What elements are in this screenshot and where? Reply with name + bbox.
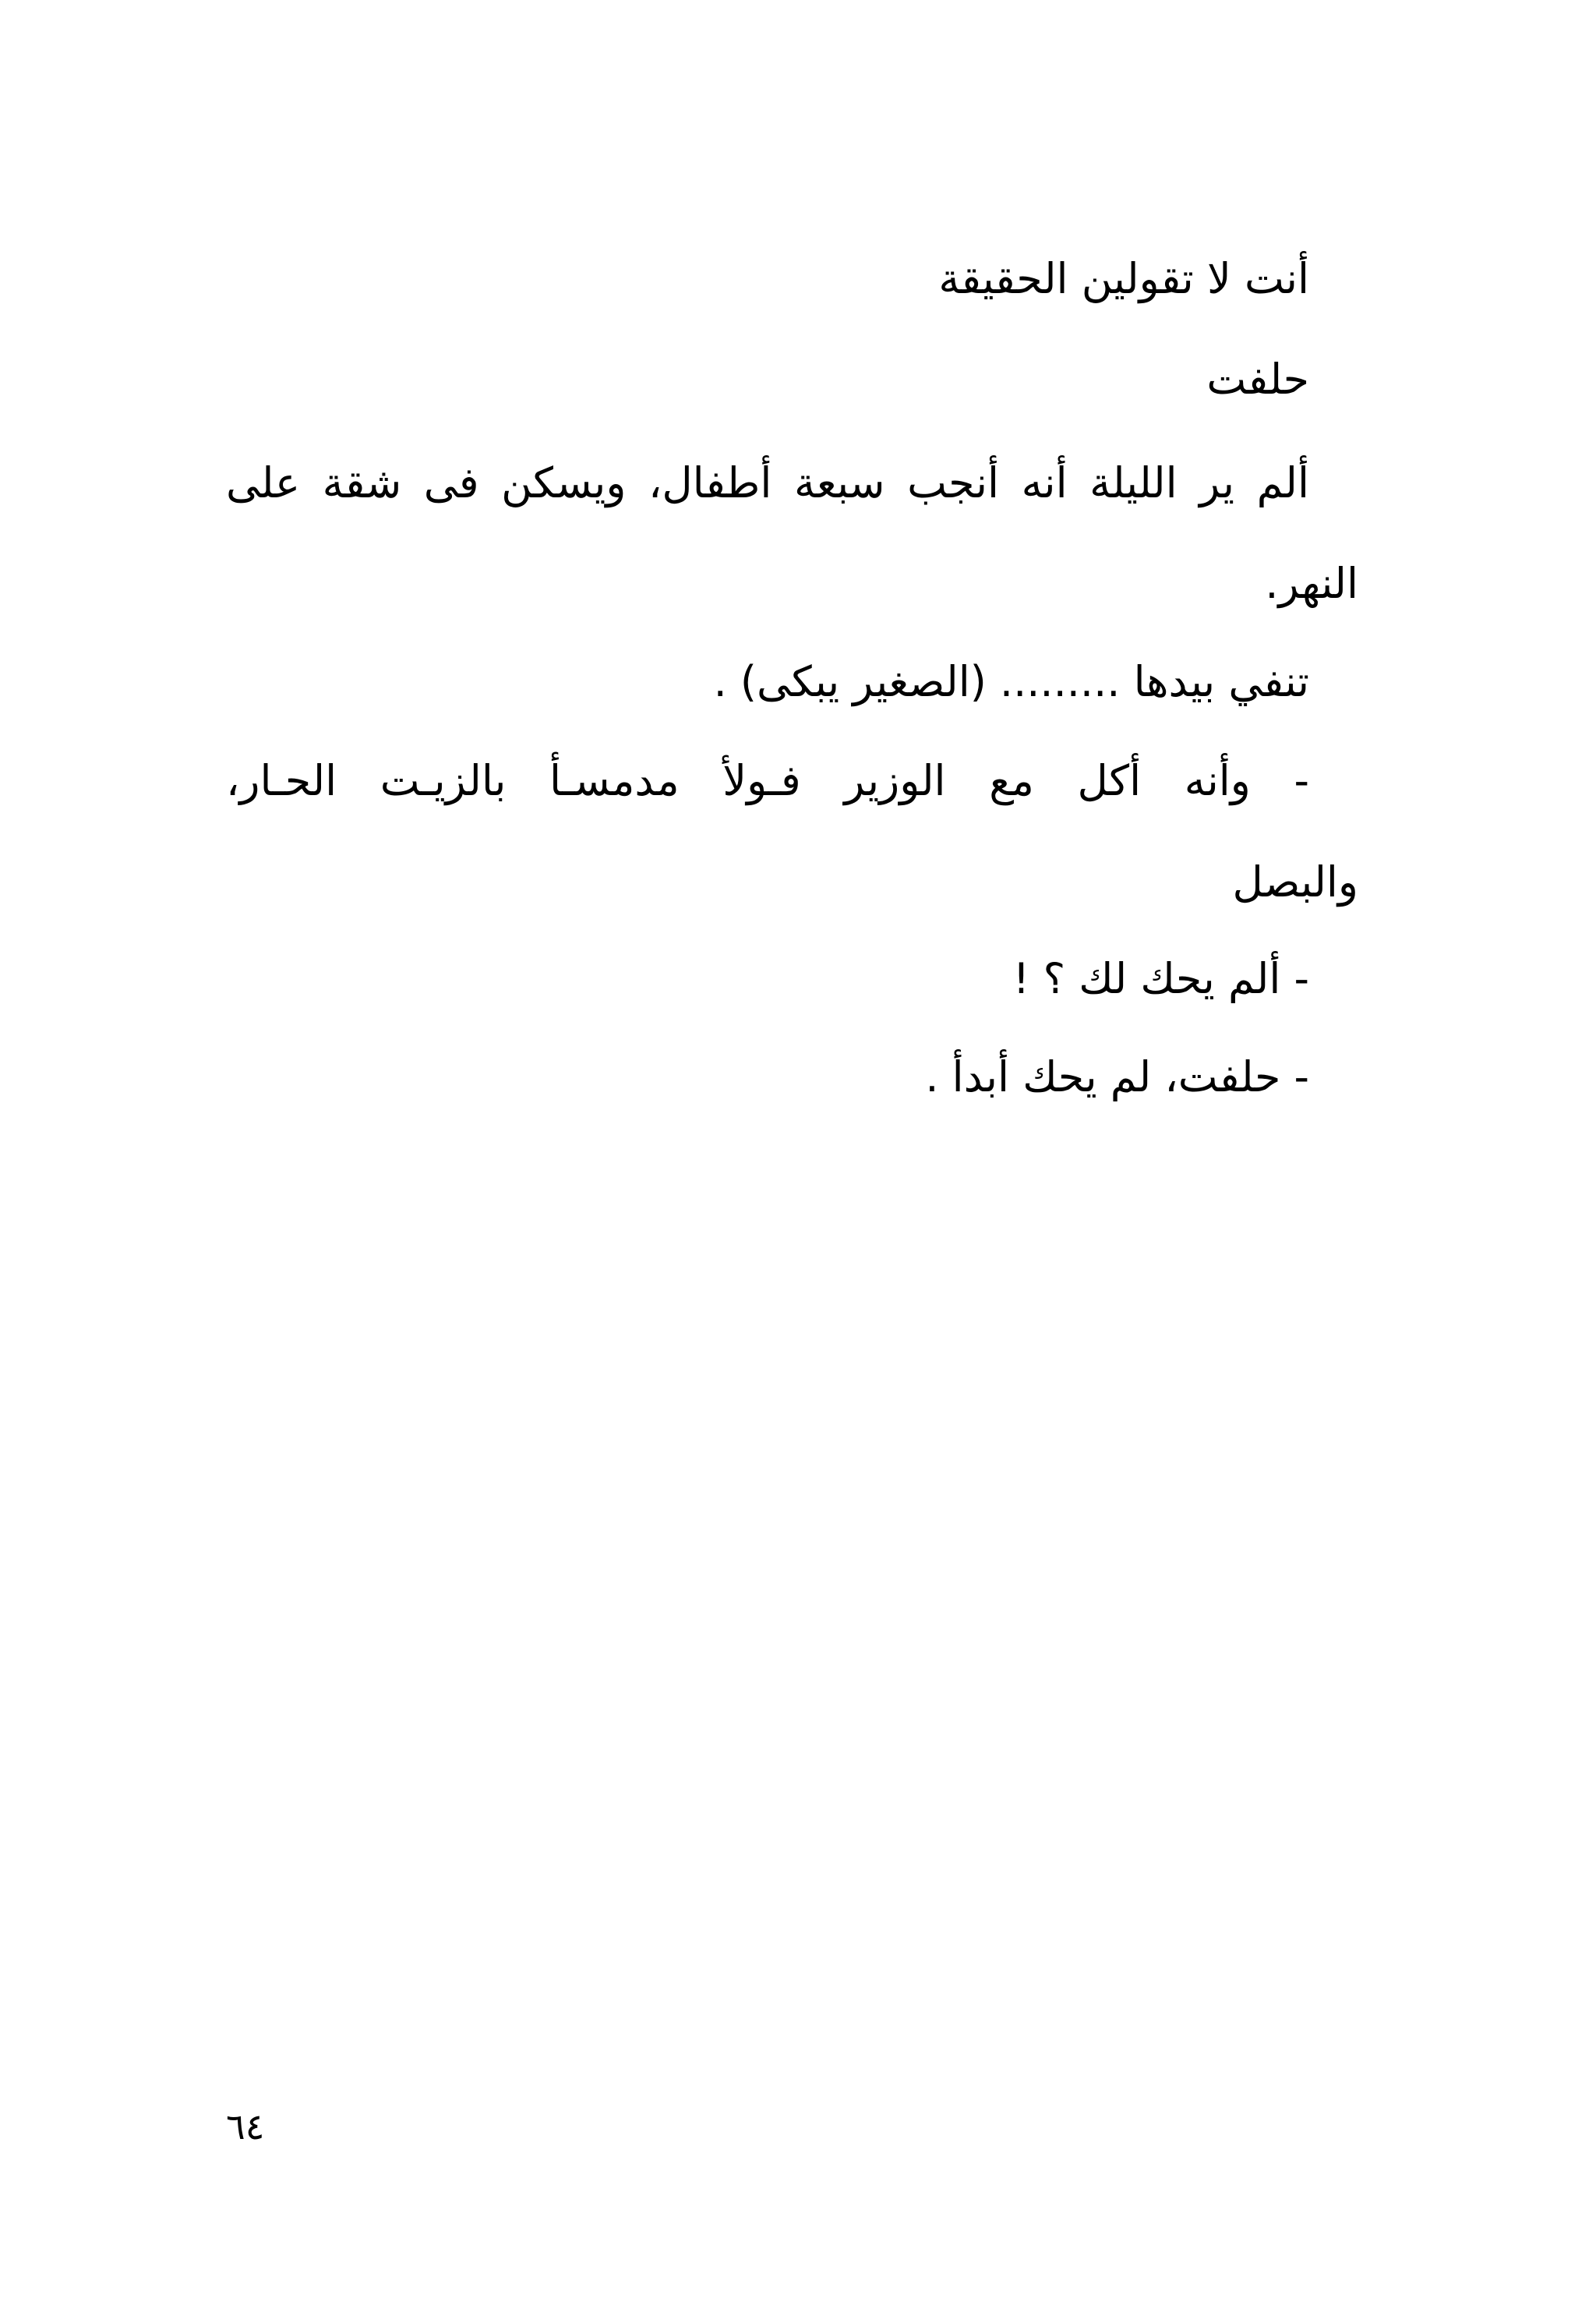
page-number: ٦٤ bbox=[226, 2105, 265, 2148]
text-line-5: تنفي بيدها ......... (الصغير يبكى) . bbox=[713, 657, 1309, 706]
text-line-1: أنت لا تقولين الحقيقة bbox=[938, 254, 1309, 303]
text-line-6: - وأنه أكل مع الوزير فـولأ مدمسـأ بالزيـت الحـار، bbox=[226, 756, 1309, 805]
text-line-9: - حلفت، لم يحك أبدأ . bbox=[925, 1052, 1309, 1101]
text-line-8: - ألم يحك لك ؟ ! bbox=[1012, 954, 1309, 1003]
text-line-3: ألم ير الليلة أنه أنجب سبعة أطفال، ويسكن فى شقة على bbox=[226, 458, 1309, 507]
text-line-7: والبصل bbox=[1232, 857, 1358, 907]
text-line-4: النهر. bbox=[1265, 559, 1358, 608]
text-line-2: حلفت bbox=[1206, 355, 1309, 404]
